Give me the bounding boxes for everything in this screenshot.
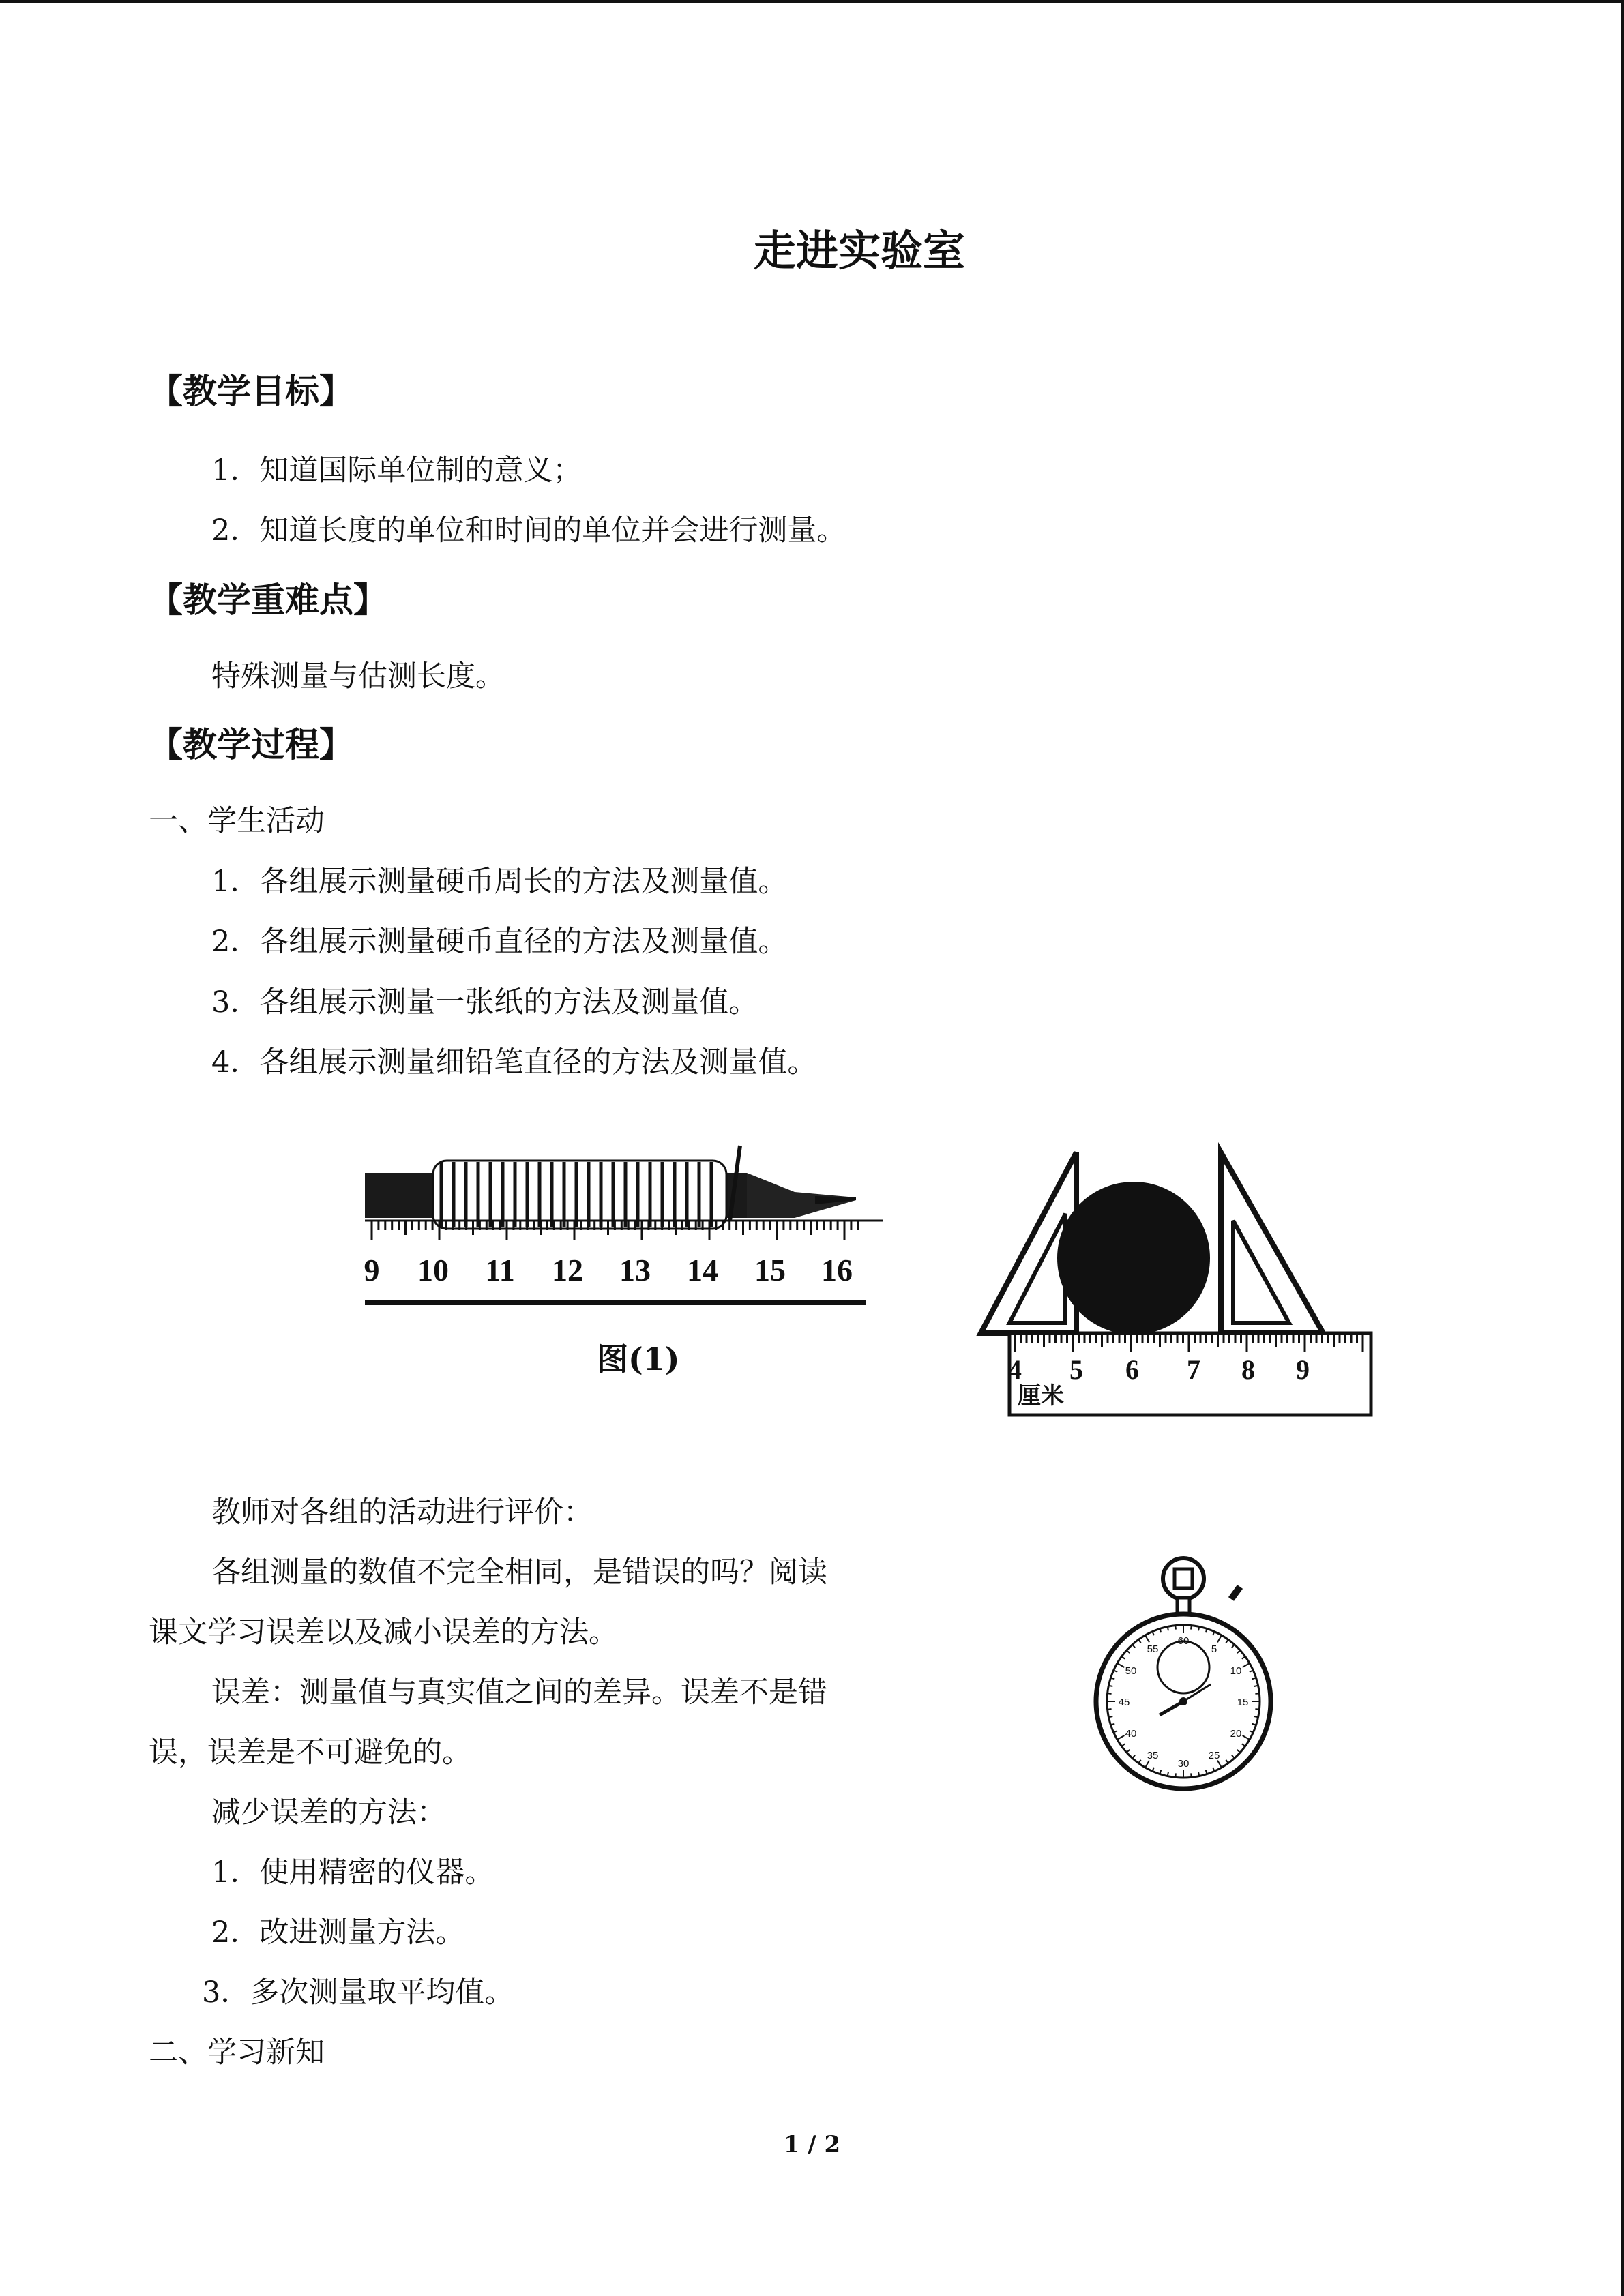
activity-item-2: 2．各组展示测量硬币直径的方法及测量值。 [211,925,788,959]
stopwatch-number: 60 [1177,1635,1190,1647]
stopwatch-number: 35 [1147,1750,1159,1761]
page-top-border [0,0,1624,3]
para2-line1: 误差：测量值与真实值之间的差异。误差不是错 [211,1675,827,1710]
stopwatch-number: 10 [1230,1665,1242,1677]
ruler1-tick-label: 16 [821,1253,853,1287]
document-title: 走进实验室 [753,226,965,275]
figure1-caption: 图(1) [597,1341,680,1377]
activity-item-1: 1．各组展示测量硬币周长的方法及测量值。 [211,865,788,899]
stopwatch-tick [1198,1626,1199,1630]
ruler2-tick-label: 6 [1125,1354,1139,1385]
stopwatch-number: 45 [1118,1697,1130,1708]
ruler1-tick-label: 13 [619,1253,651,1287]
ruler2-unit: 厘米 [1018,1382,1064,1410]
heading-process: 【教学过程】 [149,725,353,764]
page-number: 1 / 2 [783,2131,841,2158]
ruler1-tick-label: 10 [417,1253,449,1287]
stopwatch-tick [1108,1709,1112,1710]
part1-title: 一、学生活动 [149,804,325,838]
stopwatch-tick [1198,1772,1199,1776]
ruler2-tick-label: 7 [1187,1354,1200,1385]
ruler1-tick-label: 14 [687,1253,718,1287]
ruler2-tick-label: 9 [1296,1354,1310,1385]
methods-title: 减少误差的方法： [211,1795,446,1830]
key-points-text: 特殊测量与估测长度。 [211,659,505,694]
activity-item-4: 4．各组展示测量细铅笔直径的方法及测量值。 [211,1045,817,1079]
para1-line2: 课文学习误差以及减小误差的方法。 [149,1615,618,1650]
para1-line1: 各组测量的数值不完全相同，是错误的吗？阅读 [211,1555,827,1590]
stopwatch-tick [1175,1773,1176,1777]
stopwatch-number: 55 [1147,1643,1159,1655]
ruler1-tick-label: 15 [754,1253,786,1287]
ruler1-tick-label: 9 [364,1253,380,1287]
ruler2-tick-label: 5 [1069,1354,1083,1385]
coin-triangles-figure [969,1139,1378,1425]
method-item-1: 1．使用精密的仪器。 [211,1855,494,1890]
stopwatch-tick [1255,1693,1259,1694]
stopwatch-number: 30 [1177,1758,1190,1770]
activity-item-3: 3．各组展示测量一张纸的方法及测量值。 [211,985,758,1019]
objective-item-1: 1．知道国际单位制的意义； [211,453,582,488]
stopwatch-number: 25 [1208,1750,1220,1761]
stopwatch-number: 15 [1237,1697,1249,1708]
stopwatch-tick [1255,1709,1259,1710]
evaluation-text: 教师对各组的活动进行评价： [211,1495,593,1530]
stopwatch-number: 40 [1125,1728,1137,1740]
pencil-ruler-figure [358,1132,904,1357]
stopwatch-tick [1175,1626,1176,1630]
ruler1-tick-label: 12 [552,1253,583,1287]
stopwatch-tick [1254,1716,1258,1717]
stopwatch-figure [1084,1545,1282,1804]
stopwatch-tick [1191,1626,1192,1630]
ruler2-tick-label: 4 [1008,1354,1022,1385]
stopwatch-number: 20 [1230,1728,1242,1740]
stopwatch-number: 50 [1125,1665,1137,1677]
stopwatch-number: 5 [1211,1643,1217,1655]
method-item-2: 2．改进测量方法。 [211,1915,465,1950]
part2-title: 二、学习新知 [149,2036,325,2070]
stopwatch-tick [1108,1693,1112,1694]
ruler1-tick-label: 11 [485,1253,515,1287]
stopwatch-tick [1108,1716,1112,1717]
heading-key-points: 【教学重难点】 [149,580,387,620]
objective-item-2: 2．知道长度的单位和时间的单位并会进行测量。 [211,513,846,548]
para2-line2: 误，误差是不可避免的。 [149,1735,471,1770]
ruler2-tick-label: 8 [1241,1354,1255,1385]
method-item-3: 3．多次测量取平均值。 [202,1976,514,2010]
stopwatch-tick [1191,1773,1192,1777]
heading-objectives: 【教学目标】 [149,372,353,411]
page-right-border [1621,0,1624,2296]
